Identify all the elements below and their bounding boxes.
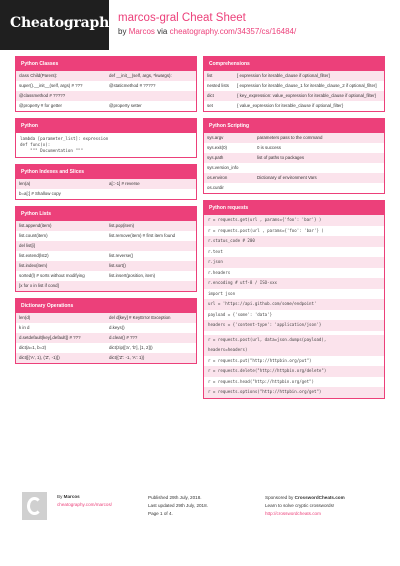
code-line: import json — [208, 290, 236, 296]
cell-value: [ expression for iterable_clause if optional_filter] — [237, 73, 330, 78]
cell-value: { key_expression: value_expression for iterable_clause if optional_filter} — [237, 93, 377, 98]
header — [0, 0, 400, 50]
code-line: payload = {'some': 'data'} — [208, 311, 273, 317]
cell: dict(a=1, b=2) — [19, 345, 47, 350]
right-column — [203, 56, 385, 405]
cell-value: { value_expression for iterable_clause if optional_filter} — [237, 103, 344, 108]
cell: len(a) — [19, 181, 31, 186]
cell: list.reverse() — [109, 253, 134, 258]
section-scripting — [203, 118, 385, 194]
code-line: r = requests.get(url , params={'foo': 'bar'} ) — [204, 215, 384, 226]
cell: dict(zip(['a', 'b'], [1, 2])) — [109, 345, 153, 350]
table-row — [204, 91, 384, 101]
avatar-c-icon — [27, 497, 42, 515]
section-classes — [15, 56, 197, 112]
table-row — [16, 333, 196, 343]
cell: super().__init__(self, args) # ??? — [19, 83, 83, 88]
cell: d.setdefault(key[,default]) # ??? — [19, 335, 81, 340]
footer-author-name[interactable]: Marcos — [63, 494, 80, 499]
code-line: headers=headers) — [204, 345, 384, 356]
section-comprehensions — [203, 56, 385, 112]
table-row — [204, 173, 384, 183]
logo-text: Cheatography — [10, 15, 118, 31]
author-link[interactable]: Marcos — [128, 27, 155, 36]
section-title: Python — [16, 119, 196, 133]
cell-key: sys.argv — [207, 135, 224, 140]
cell: list.pop(item) — [109, 223, 135, 228]
cell: @classmethod # ????? — [19, 93, 66, 98]
sponsor-tagline: Learn to solve cryptic crosswords! — [265, 503, 335, 508]
cell: @staticmethod # ????? — [109, 83, 156, 88]
cell: [x for x in list if cond] — [19, 283, 59, 288]
table-row — [16, 271, 196, 281]
footer-author — [57, 494, 80, 499]
cell: list.index(item) — [19, 263, 48, 268]
cell: @property setter — [109, 103, 142, 108]
section-title: Comprehensions — [204, 57, 384, 71]
cell: dict({'Z': -1, 'A': 1}) — [109, 355, 145, 360]
page-title: marcos-gral Cheat Sheet — [118, 12, 246, 24]
by-prefix: by — [118, 27, 127, 36]
cell: a[::-1] # reverse — [109, 181, 140, 186]
section-title: Python Indexes and Slices — [16, 165, 196, 179]
published-date: Published 29th July, 2018. — [148, 495, 202, 500]
cell-key: nested lists — [207, 83, 229, 88]
code-line: r.json — [204, 257, 384, 268]
cell: del list[i] — [19, 243, 35, 248]
table-row — [204, 183, 384, 193]
sponsor-line — [265, 494, 345, 502]
cell — [106, 281, 196, 291]
cell — [106, 189, 196, 199]
code-line: """ Documentation """ — [20, 148, 84, 153]
cell: del d[key] # KeyError Exception — [109, 315, 171, 320]
code-line: r = requests.post(url, data=json.dumps(payload), — [204, 335, 384, 346]
logo[interactable] — [0, 0, 118, 50]
table-row — [16, 241, 196, 251]
section-title: Python Lists — [16, 207, 196, 221]
footer-dates — [148, 494, 208, 518]
table-row — [16, 353, 196, 363]
table-row — [16, 91, 196, 101]
cell — [106, 91, 196, 101]
cell-value: parameters pass to the command — [257, 135, 323, 140]
cell-value — [254, 163, 384, 173]
sponsor-url-link[interactable]: http://crosswordcheats.com — [265, 511, 321, 516]
table-row — [204, 133, 384, 143]
cell: @property # for getter — [19, 103, 63, 108]
cell-value: Dictionary of environment Vars — [257, 175, 317, 180]
code-line: r = requests.put("http://httpbin.org/put") — [208, 357, 312, 363]
section-title: Python Classes — [16, 57, 196, 71]
cell: def __init__(self, args, *kwargs): — [109, 73, 172, 78]
code-line: r = requests.delete("http://httpbin.org/delete") — [204, 366, 384, 377]
code-line: r = requests.head("http://httpbin.org/get") — [208, 378, 314, 384]
table-row — [16, 281, 196, 291]
cell-key: sys.version_info — [207, 165, 239, 170]
table-row — [204, 143, 384, 153]
cell: dict([('A', 1), ('Z', -1)]) — [19, 355, 60, 360]
section-title: Python requests — [204, 201, 384, 215]
code-line: url = 'https://api.github.com/some/endpoint' — [204, 299, 384, 310]
section-lists — [15, 206, 197, 292]
byline — [118, 27, 296, 36]
author-avatar[interactable] — [22, 492, 47, 520]
table-row — [204, 153, 384, 163]
code-line: r.encoding # utf-8 / ISO-xxx — [204, 278, 384, 289]
cell-key: sys.exit(0) — [207, 145, 228, 150]
cell-value — [254, 183, 384, 193]
table-row — [16, 71, 196, 81]
sheet-url-link[interactable]: cheatography.com/34357/cs/16484/ — [169, 27, 297, 36]
table-row — [16, 323, 196, 333]
sponsor-name[interactable]: CrosswordCheats.com — [294, 495, 345, 500]
cell: sorted(l) # sorts without modifying — [19, 273, 85, 278]
table-row — [204, 163, 384, 173]
cell: class Child(Parent): — [19, 73, 58, 78]
table-row — [16, 313, 196, 323]
cell-value: [ expression for iterable_clause_1 for iterable_clause_2 if optional_filter] — [237, 83, 377, 88]
section-title: Dictionary Operations — [16, 299, 196, 313]
table-row — [16, 101, 196, 111]
cell-key: set — [207, 103, 213, 108]
code-line: def func(x): — [20, 142, 51, 147]
table-row — [16, 81, 196, 91]
table-row — [204, 81, 384, 91]
section-requests — [203, 200, 385, 399]
footer-sponsor — [265, 494, 345, 518]
table-row — [16, 343, 196, 353]
cell-key: list — [207, 73, 213, 78]
cell: len(d) — [19, 315, 31, 320]
code-line: r = requests.options("http://httpbin.org/get") — [204, 387, 384, 398]
code-line: lambda [parameter_list]: expression — [20, 136, 109, 141]
table-row — [16, 179, 196, 189]
table-row — [16, 189, 196, 199]
cell-key: sys.path — [207, 155, 224, 160]
cell-key: dict — [207, 93, 214, 98]
by-label: By — [57, 494, 63, 499]
cell: list.count(item) — [19, 233, 48, 238]
cell: list.append(item) — [19, 223, 52, 228]
cell-value: 0 is success — [257, 145, 281, 150]
cell: d.clear() # ??? — [109, 335, 138, 340]
page-number: Page 1 of 4. — [148, 511, 173, 516]
table-row — [16, 221, 196, 231]
left-column — [15, 56, 197, 370]
cell: d.keys() — [109, 325, 125, 330]
cell: list.remove(item) # first item found — [109, 233, 176, 238]
code-line: r = requests.post(url , params={'foo': 'bar'} ) — [208, 227, 324, 233]
code-block — [16, 133, 196, 157]
table-row — [16, 231, 196, 241]
cell — [106, 241, 196, 251]
footer — [0, 492, 400, 566]
code-line: headers = {'content-type': 'application/json'} — [204, 320, 384, 331]
code-line: r.text — [208, 248, 223, 254]
cell: list.extend(lst2) — [19, 253, 49, 258]
via-text: via — [157, 27, 168, 36]
section-dict-ops — [15, 298, 197, 364]
cell: list.sort() — [109, 263, 126, 268]
table-row — [16, 261, 196, 271]
section-indexes — [15, 164, 197, 200]
sponsor-prefix: Sponsored by — [265, 495, 294, 500]
cell: b=a[:] # Shallow copy — [19, 191, 61, 196]
updated-date: Last updated 29th July, 2018. — [148, 503, 208, 508]
cell-key: os.environ — [207, 175, 228, 180]
table-row — [204, 71, 384, 81]
table-row — [16, 251, 196, 261]
cell: list.insert(position, item) — [109, 273, 156, 278]
cell-key: os.curdir — [207, 185, 224, 190]
section-python — [15, 118, 197, 158]
code-line: r.headers — [208, 269, 231, 275]
code-line: r.status_code # 200 — [204, 236, 384, 247]
cell: k in d — [19, 325, 30, 330]
section-title: Python Scripting — [204, 119, 384, 133]
footer-author-link[interactable]: cheatography.com/marcos/ — [57, 502, 113, 507]
cell-value: list of paths to packages — [257, 155, 305, 160]
table-row — [204, 101, 384, 111]
